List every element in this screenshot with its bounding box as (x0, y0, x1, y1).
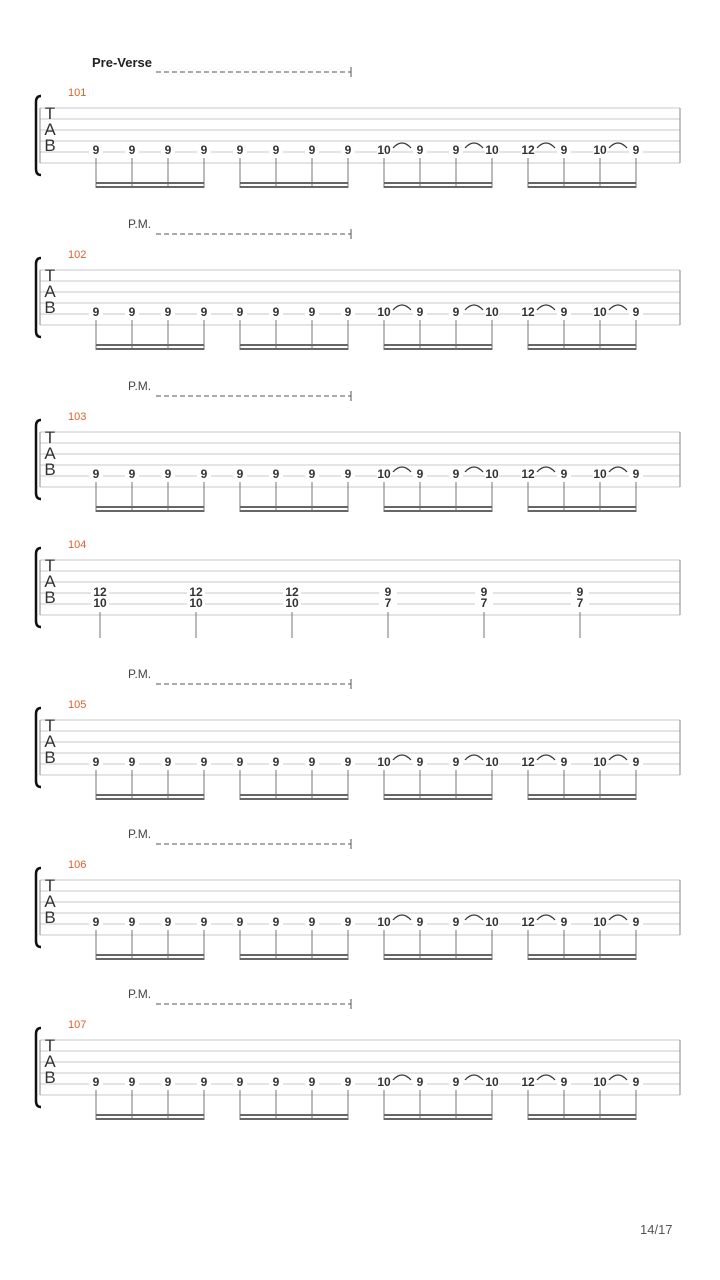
fret-number: 9 (164, 305, 172, 319)
fret-number: 9 (272, 755, 280, 769)
tie-arc (537, 467, 555, 472)
beam (384, 958, 492, 960)
tab-clef-letter: B (44, 1068, 56, 1087)
fret-number: 10 (485, 755, 499, 769)
tie-arc (393, 143, 411, 148)
beam (240, 348, 348, 350)
tie-arc (537, 755, 555, 760)
fret-number: 9 (560, 915, 568, 929)
beam (384, 182, 492, 184)
fret-number: 12 (521, 467, 535, 481)
section-label: Pre-Verse (92, 55, 152, 70)
beam (528, 506, 636, 508)
measure-number: 103 (68, 411, 87, 423)
fret-number: 12 (521, 1075, 535, 1089)
fret-number: 9 (236, 915, 244, 929)
fret-number: 10 (485, 467, 499, 481)
beam (240, 506, 348, 508)
fret-number: 9 (344, 755, 352, 769)
fret-number: 9 (452, 143, 460, 157)
tab-clef-letter: A (44, 444, 56, 463)
fret-number: 12 (521, 305, 535, 319)
palm-mute-label: P.M. (128, 667, 152, 681)
palm-mute-label: P.M. (128, 827, 152, 841)
tie-arc (465, 305, 483, 310)
tab-clef-letter: T (44, 428, 56, 447)
tab-system (36, 55, 680, 188)
fret-number: 9 (200, 305, 208, 319)
fret-number: 9 (416, 305, 424, 319)
measure-number: 105 (68, 699, 87, 711)
beam (528, 348, 636, 350)
fret-number: 9 (632, 467, 640, 481)
tie-arc (537, 915, 555, 920)
fret-number: 10 (485, 143, 499, 157)
fret-number: 9 (308, 305, 316, 319)
fret-number: 10 (285, 596, 299, 610)
tie-arc (537, 305, 555, 310)
tie-arc (393, 1075, 411, 1080)
tab-clef-letter: A (44, 732, 56, 751)
fret-number: 9 (632, 305, 640, 319)
tab-system (36, 539, 680, 638)
beam (96, 1118, 204, 1120)
tie-arc (609, 1075, 627, 1080)
beam (96, 186, 204, 188)
fret-number: 10 (593, 305, 607, 319)
fret-number: 9 (128, 915, 136, 929)
beam (240, 186, 348, 188)
fret-number: 9 (452, 305, 460, 319)
fret-number: 9 (560, 143, 568, 157)
beam (96, 794, 204, 796)
fret-number: 10 (377, 1075, 391, 1089)
tab-system (36, 667, 680, 800)
fret-number: 12 (521, 755, 535, 769)
tie-arc (537, 143, 555, 148)
beam (240, 794, 348, 796)
fret-number: 9 (344, 143, 352, 157)
fret-number: 9 (236, 305, 244, 319)
tie-arc (393, 755, 411, 760)
fret-number: 9 (452, 915, 460, 929)
tie-arc (609, 467, 627, 472)
fret-number: 10 (485, 305, 499, 319)
beam (384, 794, 492, 796)
fret-number: 9 (560, 467, 568, 481)
tie-arc (393, 467, 411, 472)
beam (96, 182, 204, 184)
tie-arc (465, 1075, 483, 1080)
tab-clef-letter: A (44, 892, 56, 911)
tie-arc (465, 143, 483, 148)
tab-clef-letter: T (44, 104, 56, 123)
fret-number: 12 (285, 585, 299, 599)
fret-number: 9 (308, 915, 316, 929)
beam (384, 1114, 492, 1116)
palm-mute-label: P.M. (128, 987, 152, 1001)
fret-number: 9 (92, 467, 100, 481)
fret-number: 9 (308, 755, 316, 769)
beam (240, 958, 348, 960)
fret-number: 10 (377, 755, 391, 769)
fret-number: 12 (521, 915, 535, 929)
tab-clef-letter: T (44, 556, 56, 575)
fret-number: 9 (632, 1075, 640, 1089)
fret-number: 7 (480, 596, 488, 610)
tab-clef-letter: B (44, 588, 56, 607)
fret-number: 9 (560, 305, 568, 319)
beam (96, 798, 204, 800)
fret-number: 10 (377, 143, 391, 157)
tie-arc (465, 755, 483, 760)
tab-clef-letter: A (44, 120, 56, 139)
fret-number: 9 (128, 305, 136, 319)
fret-number: 9 (92, 305, 100, 319)
fret-number: 10 (93, 596, 107, 610)
beam (384, 510, 492, 512)
tab-clef-letter: B (44, 460, 56, 479)
measure-number: 107 (68, 1019, 87, 1031)
palm-mute-label: P.M. (128, 217, 152, 231)
tab-clef-letter: B (44, 298, 56, 317)
measure-number: 102 (68, 249, 87, 261)
fret-number: 9 (344, 467, 352, 481)
fret-number: 9 (452, 467, 460, 481)
fret-number: 9 (164, 915, 172, 929)
fret-number: 9 (200, 755, 208, 769)
tie-arc (609, 305, 627, 310)
fret-number: 9 (236, 755, 244, 769)
fret-number: 10 (593, 1075, 607, 1089)
fret-number: 9 (272, 467, 280, 481)
tie-arc (465, 915, 483, 920)
beam (240, 182, 348, 184)
fret-number: 9 (164, 755, 172, 769)
tab-clef-letter: T (44, 876, 56, 895)
fret-number: 9 (416, 143, 424, 157)
beam (384, 1118, 492, 1120)
fret-number: 7 (576, 596, 584, 610)
beam (96, 344, 204, 346)
fret-number: 9 (632, 915, 640, 929)
palm-mute-label: P.M. (128, 379, 152, 393)
fret-number: 12 (189, 585, 203, 599)
beam (528, 794, 636, 796)
beam (528, 182, 636, 184)
fret-number: 9 (560, 755, 568, 769)
beam (528, 186, 636, 188)
beam (96, 506, 204, 508)
tab-system (36, 217, 680, 350)
fret-number: 9 (344, 1075, 352, 1089)
fret-number: 10 (377, 467, 391, 481)
beam (240, 954, 348, 956)
fret-number: 7 (384, 596, 392, 610)
beam (528, 510, 636, 512)
fret-number: 9 (272, 143, 280, 157)
fret-number: 9 (416, 755, 424, 769)
tab-clef-letter: B (44, 908, 56, 927)
tie-arc (393, 305, 411, 310)
beam (528, 344, 636, 346)
fret-number: 10 (485, 915, 499, 929)
fret-number: 9 (416, 467, 424, 481)
fret-number: 9 (92, 915, 100, 929)
beam (96, 348, 204, 350)
fret-number: 9 (560, 1075, 568, 1089)
fret-number: 9 (128, 755, 136, 769)
tab-system (36, 987, 680, 1120)
beam (528, 798, 636, 800)
fret-number: 9 (272, 305, 280, 319)
beam (528, 954, 636, 956)
tie-arc (537, 1075, 555, 1080)
fret-number: 9 (272, 1075, 280, 1089)
fret-number: 9 (416, 1075, 424, 1089)
fret-number: 9 (308, 143, 316, 157)
fret-number: 9 (384, 585, 392, 599)
tab-clef-letter: T (44, 716, 56, 735)
beam (240, 510, 348, 512)
beam (528, 1114, 636, 1116)
beam (384, 344, 492, 346)
beam (528, 958, 636, 960)
fret-number: 10 (189, 596, 203, 610)
fret-number: 9 (344, 305, 352, 319)
fret-number: 9 (200, 467, 208, 481)
beam (240, 344, 348, 346)
tie-arc (609, 915, 627, 920)
beam (240, 1118, 348, 1120)
fret-number: 9 (164, 1075, 172, 1089)
fret-number: 9 (200, 1075, 208, 1089)
tie-arc (465, 467, 483, 472)
fret-number: 10 (377, 915, 391, 929)
fret-number: 10 (593, 467, 607, 481)
fret-number: 9 (308, 1075, 316, 1089)
beam (96, 510, 204, 512)
fret-number: 9 (452, 1075, 460, 1089)
tie-arc (609, 755, 627, 760)
fret-number: 9 (128, 1075, 136, 1089)
fret-number: 9 (164, 467, 172, 481)
beam (384, 798, 492, 800)
tab-clef-letter: A (44, 282, 56, 301)
fret-number: 10 (593, 143, 607, 157)
fret-number: 9 (128, 467, 136, 481)
fret-number: 12 (93, 585, 107, 599)
fret-number: 10 (485, 1075, 499, 1089)
tie-arc (609, 143, 627, 148)
beam (96, 958, 204, 960)
tab-clef-letter: B (44, 748, 56, 767)
fret-number: 10 (377, 305, 391, 319)
fret-number: 9 (200, 143, 208, 157)
fret-number: 9 (92, 755, 100, 769)
beam (240, 798, 348, 800)
beam (528, 1118, 636, 1120)
measure-number: 104 (68, 539, 87, 551)
beam (384, 348, 492, 350)
beam (96, 1114, 204, 1116)
tab-clef-letter: T (44, 266, 56, 285)
tie-arc (393, 915, 411, 920)
fret-number: 12 (521, 143, 535, 157)
fret-number: 9 (452, 755, 460, 769)
fret-number: 9 (236, 467, 244, 481)
fret-number: 9 (92, 1075, 100, 1089)
fret-number: 9 (272, 915, 280, 929)
page-number: 14/17 (640, 1222, 673, 1237)
fret-number: 9 (632, 755, 640, 769)
tab-system (36, 379, 680, 512)
fret-number: 9 (92, 143, 100, 157)
tab-clef-letter: B (44, 136, 56, 155)
tab-system (36, 827, 680, 960)
fret-number: 9 (164, 143, 172, 157)
beam (384, 186, 492, 188)
fret-number: 10 (593, 755, 607, 769)
fret-number: 9 (236, 1075, 244, 1089)
fret-number: 9 (576, 585, 584, 599)
tab-clef-letter: T (44, 1036, 56, 1055)
measure-number: 101 (68, 87, 87, 99)
beam (96, 954, 204, 956)
beam (384, 954, 492, 956)
fret-number: 9 (344, 915, 352, 929)
tab-clef-letter: A (44, 572, 56, 591)
fret-number: 10 (593, 915, 607, 929)
fret-number: 9 (128, 143, 136, 157)
fret-number: 9 (308, 467, 316, 481)
fret-number: 9 (416, 915, 424, 929)
fret-number: 9 (480, 585, 488, 599)
beam (384, 506, 492, 508)
fret-number: 9 (632, 143, 640, 157)
fret-number: 9 (236, 143, 244, 157)
beam (240, 1114, 348, 1116)
fret-number: 9 (200, 915, 208, 929)
measure-number: 106 (68, 859, 87, 871)
tab-clef-letter: A (44, 1052, 56, 1071)
